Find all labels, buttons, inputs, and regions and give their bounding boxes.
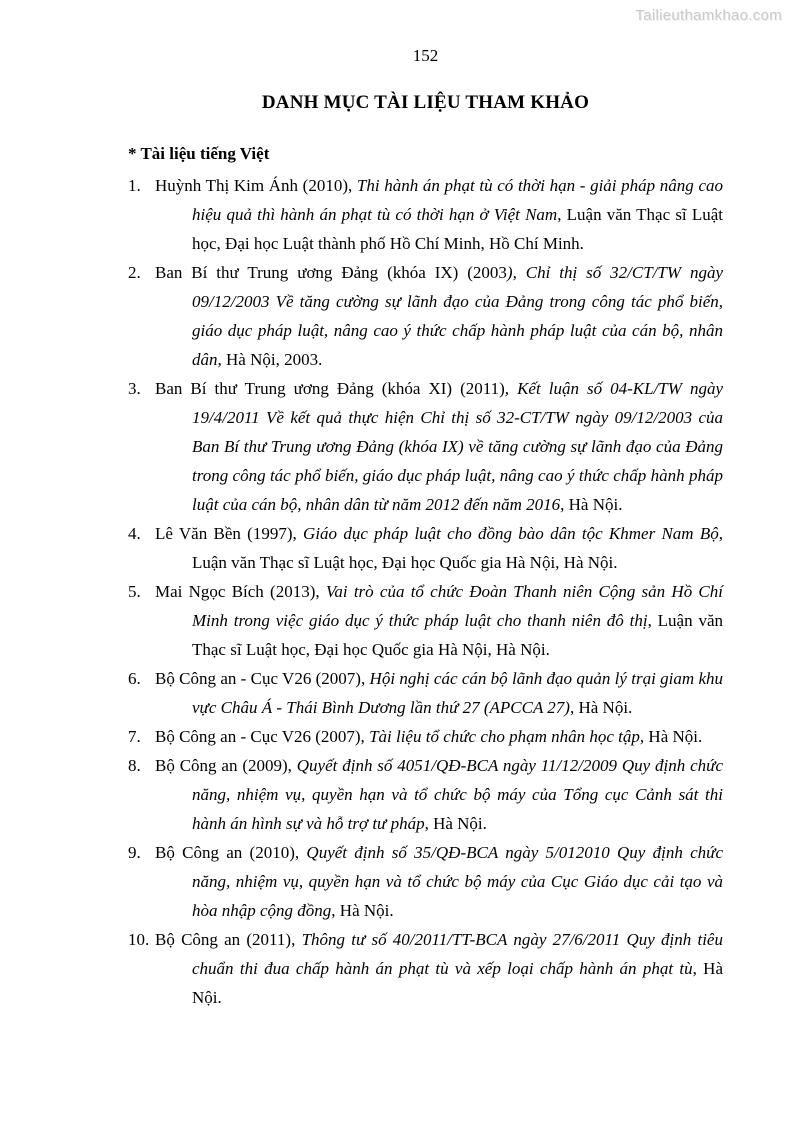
- reference-title: ), Chỉ thị số 32/CT/TW ngày 09/12/2003 Về tăng cường sự lãnh đạo của Đảng trong công tác phổ biến, giáo dục pháp luật, nâng cao ý thức chấp hành pháp luật của cán bộ, nhân dân: [192, 263, 723, 369]
- reference-text: , Luận văn Thạc sĩ Luật học, Đại học Quốc gia Hà Nội, Hà Nội.: [192, 524, 723, 572]
- reference-item: [128, 925, 723, 1012]
- reference-number: 6.: [128, 669, 141, 688]
- reference-text: Bộ Công an (2009),: [155, 756, 297, 775]
- watermark: Tailieuthamkhao.com: [635, 7, 782, 24]
- reference-text: , Hà Nội.: [569, 698, 633, 717]
- reference-text: , Luận văn Thạc sĩ Luật học, Đại học Quốc gia Hà Nội, Hà Nội.: [192, 611, 723, 659]
- reference-title: Tài liệu tổ chức cho phạm nhân học tập: [369, 727, 640, 746]
- reference-text: Ban Bí thư Trung ương Đảng (khóa XI) (2011): [155, 379, 505, 398]
- reference-title: , Kết luận số 04-KL/TW ngày 19/4/2011 Về kết quả thực hiện Chỉ thị số 32-CT/TW ngày 09/12/2003 của Ban Bí thư Trung ương Đảng (khóa IX) về tăng cường sự lãnh đạo của Đảng trong công tác phổ biến, giáo dục pháp luật, nâng cao ý thức chấp hành pháp luật của cán bộ, nhân dân từ năm 2012 đến năm 2016: [192, 379, 723, 514]
- reference-number: 8.: [128, 756, 141, 775]
- reference-number: 1.: [128, 176, 141, 195]
- reference-title: Quyết định số 4051/QĐ-BCA ngày 11/12/2009 Quy định chức năng, nhiệm vụ, quyền hạn và tổ chức bộ máy của Tổng cục Cảnh sát thi hành án hình sự và hỗ trợ tư pháp: [192, 756, 723, 833]
- reference-text: , Hà Nội.: [639, 727, 703, 746]
- reference-number: 2.: [128, 263, 141, 282]
- reference-item: [128, 171, 723, 258]
- reference-text: Huỳnh Thị Kim Ánh (2010),: [155, 176, 357, 195]
- reference-text: Bộ Công an (2010),: [155, 843, 307, 862]
- reference-number: 9.: [128, 843, 141, 862]
- reference-number: 7.: [128, 727, 141, 746]
- reference-title: Thi hành án phạt tù có thời hạn - giải pháp nâng cao hiệu quả thì hành án phạt tù có thời hạn ở Việt Nam: [192, 176, 723, 224]
- reference-number: 3.: [128, 379, 141, 398]
- reference-item: [128, 374, 723, 519]
- reference-number: 10.: [128, 930, 150, 949]
- reference-number: 5.: [128, 582, 141, 601]
- reference-text: , Hà Nội, 2003.: [217, 350, 323, 369]
- reference-item: [128, 519, 723, 577]
- reference-item: [128, 838, 723, 925]
- section-label: * Tài liệu tiếng Việt: [128, 144, 270, 163]
- reference-item: [128, 258, 723, 374]
- reference-title: Vai trò của tổ chức Đoàn Thanh niên Cộng sản Hồ Chí Minh trong việc giáo dục ý thức pháp luật cho thanh niên đô thị: [192, 582, 723, 630]
- reference-title: Hội nghị các cán bộ lãnh đạo quản lý trại giam khu vực Châu Á - Thái Bình Dương lần thứ 27 (APCCA 27): [192, 669, 724, 717]
- reference-text: , Hà Nội.: [424, 814, 487, 833]
- reference-text: , Hà Nội.: [192, 959, 724, 1007]
- reference-number: 4.: [128, 524, 141, 543]
- reference-text: Mai Ngọc Bích (2013),: [155, 582, 326, 601]
- reference-text: Bộ Công an - Cục V26 (2007),: [155, 669, 370, 688]
- reference-item: [128, 722, 723, 751]
- reference-text: , Luận văn Thạc sĩ Luật học, Đại học Luật thành phố Hồ Chí Minh, Hồ Chí Minh.: [192, 205, 723, 253]
- reference-title: Quyết định số 35/QĐ-BCA ngày 5/012010 Quy định chức năng, nhiệm vụ, quyền hạn và tổ chức bộ máy của Cục Giáo dục cải tạo và hòa nhập cộng đồng: [192, 843, 723, 920]
- reference-item: [128, 664, 723, 722]
- reference-text: Bộ Công an (2011),: [155, 930, 302, 949]
- reference-text: Bộ Công an - Cục V26 (2007),: [155, 727, 370, 746]
- reference-text: Lê Văn Bền (1997),: [155, 524, 304, 543]
- page-title: DANH MỤC TÀI LIỆU THAM KHẢO: [261, 92, 590, 113]
- reference-item: [128, 751, 723, 838]
- reference-title: Thông tư số 40/2011/TT-BCA ngày 27/6/2011 Quy định tiêu chuẩn thi đua chấp hành án phạt tù và xếp loại chấp hành án phạt tù: [192, 930, 723, 978]
- reference-list: [128, 171, 723, 1012]
- reference-text: Ban Bí thư Trung ương Đảng (khóa IX) (2003: [155, 263, 507, 282]
- page-number: 152: [412, 46, 439, 65]
- reference-text: , Hà Nội.: [331, 901, 394, 920]
- reference-title: Giáo dục pháp luật cho đồng bào dân tộc Khmer Nam Bộ: [303, 524, 719, 543]
- reference-item: [128, 577, 723, 664]
- reference-text: , Hà Nội.: [560, 495, 623, 514]
